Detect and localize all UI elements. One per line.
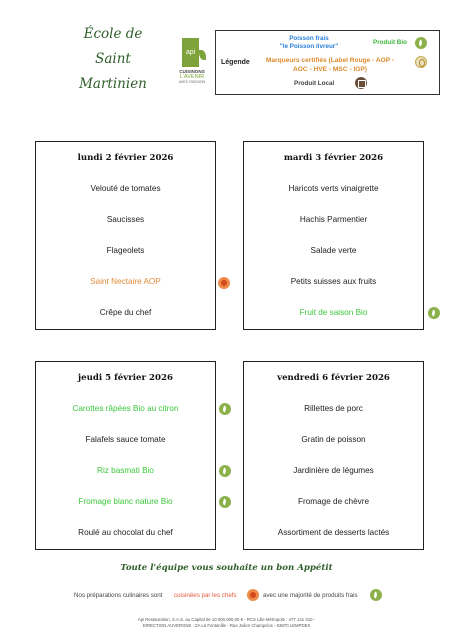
api-logo-mark: api — [182, 38, 199, 67]
day-card-friday — [243, 361, 424, 550]
aop-icon — [218, 277, 230, 289]
day-title: lundi 2 février 2026 — [77, 153, 174, 163]
dish-item: Assortiment de desserts lactés — [277, 528, 390, 537]
dish-item: Saucisses — [106, 215, 145, 224]
dish-item: Petits suisses aux fruits — [290, 277, 377, 286]
leaf-icon — [219, 403, 231, 415]
footer-line1: Api Restauration, S.A.S. au Capital de 10.000.000,00 € - RCS Lille Métropole : 477 141 010 - — [137, 617, 316, 622]
note-part3: avec une majorité de produits frais — [263, 592, 358, 599]
legend-cert-line2: AOC - HVE - MSC - IGP) — [293, 66, 367, 73]
day-title: jeudi 5 février 2026 — [78, 373, 173, 383]
dish-item-bio: Fromage blanc nature Bio — [78, 497, 173, 506]
legend-fish-line1: Poisson frais — [289, 35, 329, 42]
dish-item-aop: Saint Nectaire AOP — [90, 277, 161, 286]
dish-item: Salade verte — [310, 246, 357, 255]
legend-fresh-fish — [264, 35, 354, 51]
school-name-line3: Martinien — [79, 76, 147, 92]
dish-item: Roulé au chocolat du chef — [78, 528, 173, 537]
dish-item: Haricots verts vinaigrette — [288, 184, 379, 193]
dish-item: Fromage de chèvre — [298, 497, 369, 506]
logo-text-avenir: L'AVENIR — [179, 74, 205, 80]
day-card-thursday — [35, 361, 216, 550]
footer-line2: DIRECTION AUVERGNE : ZA La Fontanille - Rue Julien Champclos - 63870 LEMPDES — [142, 623, 311, 628]
day-card-tuesday — [243, 141, 424, 330]
legend-certified — [262, 56, 398, 74]
leaf-icon — [219, 496, 231, 508]
dish-item: Gratin de poisson — [301, 435, 366, 444]
certified-label-icon — [415, 56, 427, 68]
legend-box — [215, 30, 440, 95]
legend-fish-line2: "le Poisson livreur" — [279, 43, 339, 50]
logo-text-cuisinons: CUISINONS — [179, 69, 205, 74]
bon-appetit-message: Toute l'équipe vous souhaite un bon Appétit — [120, 563, 333, 573]
legend-cert-line1: Marqueurs certifiés (Label Rouge - AOP - — [265, 57, 395, 64]
day-card-monday — [35, 141, 216, 330]
school-name-line2: Saint — [95, 51, 131, 67]
dish-item-bio: Riz basmati Bio — [97, 466, 154, 475]
fresh-produce-icon — [370, 589, 382, 601]
logo-leaf-icon — [199, 50, 206, 60]
dish-item-bio: Carottes râpées Bio au citron — [72, 404, 179, 413]
footer-legal — [0, 617, 453, 629]
legend-local-label: Produit Local — [294, 80, 335, 87]
dish-item: Rillettes de porc — [304, 404, 363, 413]
api-logo — [170, 38, 214, 88]
dish-item: Hachis Parmentier — [299, 215, 368, 224]
leaf-icon — [219, 465, 231, 477]
dish-item-bio: Fruit de saison Bio — [299, 308, 368, 317]
dish-item: Falafels sauce tomate — [85, 435, 166, 444]
day-title: vendredi 6 février 2026 — [277, 373, 390, 383]
logo-text-passion: AVEC PASSION — [178, 80, 206, 84]
chef-icon — [247, 589, 259, 601]
school-name-line1: École de — [83, 26, 143, 42]
note-part2: cuisinées par les chefs — [174, 592, 237, 599]
school-name — [72, 22, 154, 97]
dish-item: Jardinière de légumes — [293, 466, 374, 475]
legend-bio-label: Produit Bio — [373, 39, 407, 46]
note-part1: Nos préparations culinaires sont — [74, 592, 163, 599]
local-product-icon — [355, 77, 367, 89]
dish-item: Velouté de tomates — [90, 184, 161, 193]
day-title: mardi 3 février 2026 — [283, 153, 384, 163]
legend-title: Légende — [221, 59, 250, 66]
leaf-icon — [428, 307, 440, 319]
dish-item: Flageolets — [106, 246, 145, 255]
dish-item: Crêpe du chef — [99, 308, 152, 317]
leaf-icon — [415, 37, 427, 49]
